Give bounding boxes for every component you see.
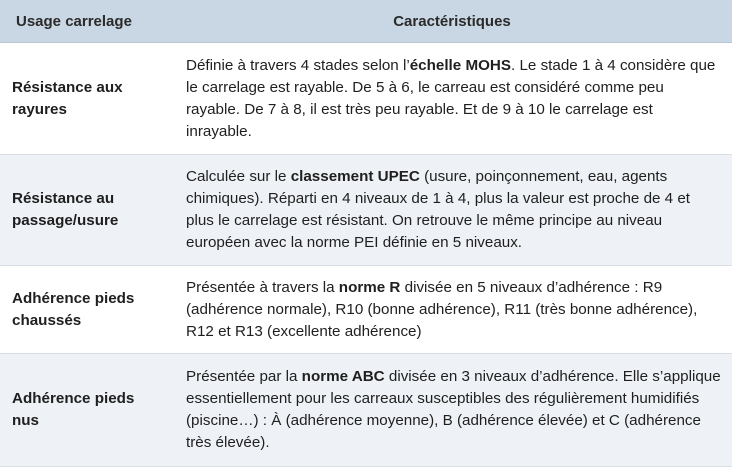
row-description-scratch-resistance (172, 43, 732, 155)
description-emphasis: classement UPEC (290, 168, 420, 185)
table-row (0, 43, 732, 155)
row-description-wear-resistance (172, 155, 732, 266)
description-text: divisée en 5 niveaux d’adhérence : R9 (adhérence normale), R10 (bonne adhérence), R11 (très bonne adhérence), R12 et R13 (excellente adhérence) (186, 278, 698, 340)
row-label-barefoot-grip: Adhérence pieds nus (0, 354, 172, 467)
description-emphasis: norme R (338, 278, 401, 296)
row-description-shod-grip (172, 266, 732, 354)
table-body (0, 43, 732, 467)
description-text: Présentée à travers la (186, 278, 339, 296)
row-label-shod-grip: Adhérence pieds chaussés (0, 266, 172, 354)
description-text: . Le stade 1 à 4 considère que le carrelage est rayable. De 5 à 6, le carreau est considéré comme peu rayable. De 7 à 8, il est très peu rayable. Et de 9 à 10 le carrelage est inrayable. (186, 56, 716, 140)
description-text: divisée en 3 niveaux d’adhérence. Elle s’applique essentiellement pour les carreaux susceptibles des régulièrement humidifiés (piscine…) : À (adhérence moyenne), B (adhérence élevée) et C (adhérence très élevée). (186, 368, 721, 451)
column-header-usage: Usage carrelage (0, 0, 172, 43)
description-text: Calculée sur le (186, 168, 291, 185)
header-row (0, 0, 732, 43)
row-label-scratch-resistance: Résistance aux rayures (0, 43, 172, 155)
table-row (0, 266, 732, 354)
column-header-characteristics: Caractéristiques (172, 0, 732, 43)
row-description-barefoot-grip (172, 354, 732, 467)
table-header (0, 0, 732, 43)
description-text: (usure, poinçonnement, eau, agents chimiques). Réparti en 4 niveaux de 1 à 4, plus la valeur est proche de 4 et plus le carrelage est résistant. On retrouve le même principe au niveau européen avec la norme PEI définie en 5 niveaux. (186, 168, 691, 251)
description-text: Présentée par la (186, 368, 302, 385)
description-text: Définie à travers 4 stades selon l’ (186, 56, 410, 74)
description-emphasis: norme ABC (301, 368, 385, 385)
row-label-wear-resistance: Résistance au passage/usure (0, 155, 172, 266)
description-emphasis: échelle MOHS (409, 56, 512, 74)
table-row (0, 155, 732, 266)
table-row (0, 354, 732, 467)
